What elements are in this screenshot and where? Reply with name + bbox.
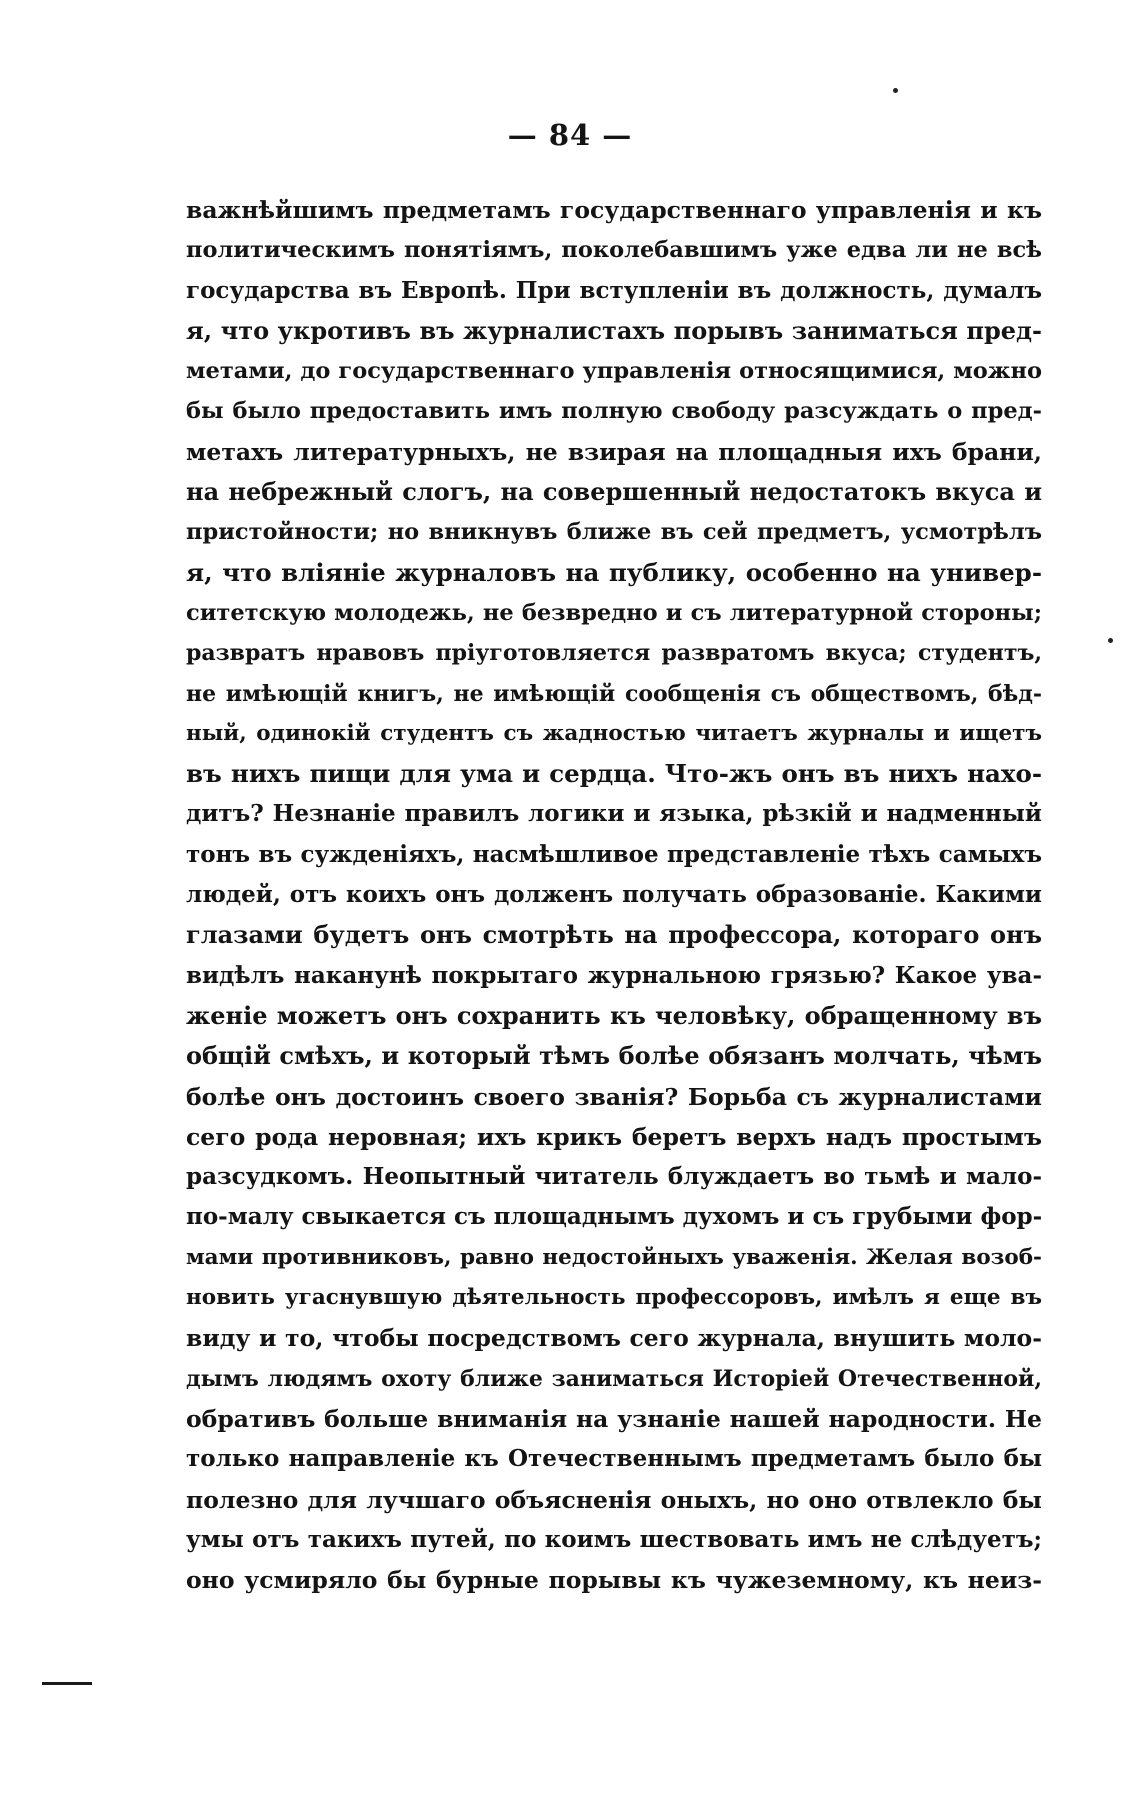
- text-line: обративъ больше вниманія на узнаніе нашей народности. Не: [186, 1404, 1042, 1433]
- text-line: важнѣйшимъ предметамъ государственнаго управленія и къ: [186, 196, 1042, 224]
- text-line: разсудкомъ. Неопытный читатель блуждаетъ во тьмѣ и мало-: [186, 1163, 1042, 1191]
- text-line: метами, до государственнаго управленія относящимися, можно: [186, 358, 1042, 385]
- ink-speck: [1108, 638, 1113, 643]
- ink-speck: [893, 88, 898, 93]
- text-line: политическимъ понятіямъ, поколебавшимъ уже едва ли не всѣ: [186, 237, 1042, 264]
- text-line: на небрежный слогъ, на совершенный недостатокъ вкуса и: [186, 477, 1042, 507]
- text-line: дитъ? Незнаніе правилъ логики и языка, рѣзкій и надменный: [186, 800, 1042, 828]
- text-line: глазами будетъ онъ смотрѣть на профессора, котораго онъ: [186, 920, 1042, 950]
- text-line: общій смѣхъ, и который тѣмъ болѣе обязанъ молчать, чѣмъ: [186, 1041, 1042, 1071]
- text-line: только направленіе къ Отечественнымъ предметамъ было бы: [186, 1445, 1042, 1473]
- text-line: не имѣющій книгъ, не имѣющій сообщенія съ обществомъ, бѣд-: [186, 680, 1042, 707]
- body-text: [186, 190, 1042, 1600]
- text-line: метахъ литературныхъ, не взирая на площадныя ихъ брани,: [186, 437, 1042, 466]
- text-line: я, что вліяніе журналовъ на публику, особенно на универ-: [186, 557, 1042, 587]
- text-line: развратъ нравовъ пріуготовляется развратомъ вкуса; студентъ,: [186, 640, 1042, 667]
- text-line: сего рода неровная; ихъ крикъ беретъ верхъ надъ простымъ: [186, 1122, 1042, 1151]
- text-line: умы отъ такихъ путей, по коимъ шествовать имъ не слѣдуетъ;: [186, 1525, 1042, 1553]
- text-line: я, что укротивъ въ журналистахъ порывъ заниматься пред-: [186, 315, 1042, 345]
- text-line: людей, отъ коихъ онъ долженъ получать образованіе. Какими: [186, 881, 1042, 909]
- text-line: пристойности; но вникнувъ ближе въ сей предметъ, усмотрѣлъ: [186, 519, 1042, 546]
- text-line: женіе можетъ онъ сохранить къ человѣку, обращенному въ: [186, 1000, 1042, 1030]
- text-line: ситетскую молодежь, не безвредно и съ литературной стороны;: [186, 599, 1042, 626]
- text-line: бы было предоставить имъ полную свободу разсуждать о пред-: [186, 398, 1042, 425]
- text-line: дымъ людямъ охоту ближе заниматься Исторіей Отечественной,: [186, 1365, 1042, 1392]
- text-line: оно усмиряло бы бурные порывы къ чужеземному, къ неиз-: [186, 1566, 1042, 1595]
- text-line: въ нихъ пищи для ума и сердца. Что-жъ онъ въ нихъ нахо-: [186, 759, 1042, 789]
- text-line: ный, одинокій студентъ съ жадностью читаетъ журналы и ищетъ: [186, 720, 1042, 746]
- text-line: видѣлъ наканунѣ покрытаго журнальною грязью? Какое ува-: [186, 961, 1042, 989]
- text-line: новить угаснувшую дѣятельность профессоровъ, имѣлъ я еще въ: [186, 1285, 1042, 1311]
- text-line: мами противниковъ, равно недостойныхъ уваженія. Желая возоб-: [186, 1244, 1042, 1270]
- text-line: тонъ въ сужденіяхъ, насмѣшливое представленіе тѣхъ самыхъ: [186, 840, 1042, 868]
- margin-rule: [42, 1682, 92, 1685]
- text-line: государства въ Европѣ. При вступленіи въ должность, думалъ: [186, 276, 1042, 304]
- text-line: виду и то, чтобы посредствомъ сего журнала, внушить моло-: [186, 1324, 1042, 1353]
- text-line: полезно для лучшаго объясненія оныхъ, но оно отвлекло бы: [186, 1485, 1042, 1514]
- text-line: болѣе онъ достоинъ своего званія? Борьба съ журналистами: [186, 1082, 1042, 1111]
- text-line: по-малу свыкается съ площаднымъ духомъ и съ грубыми фор-: [186, 1203, 1042, 1231]
- page-number: — 84 —: [507, 118, 633, 152]
